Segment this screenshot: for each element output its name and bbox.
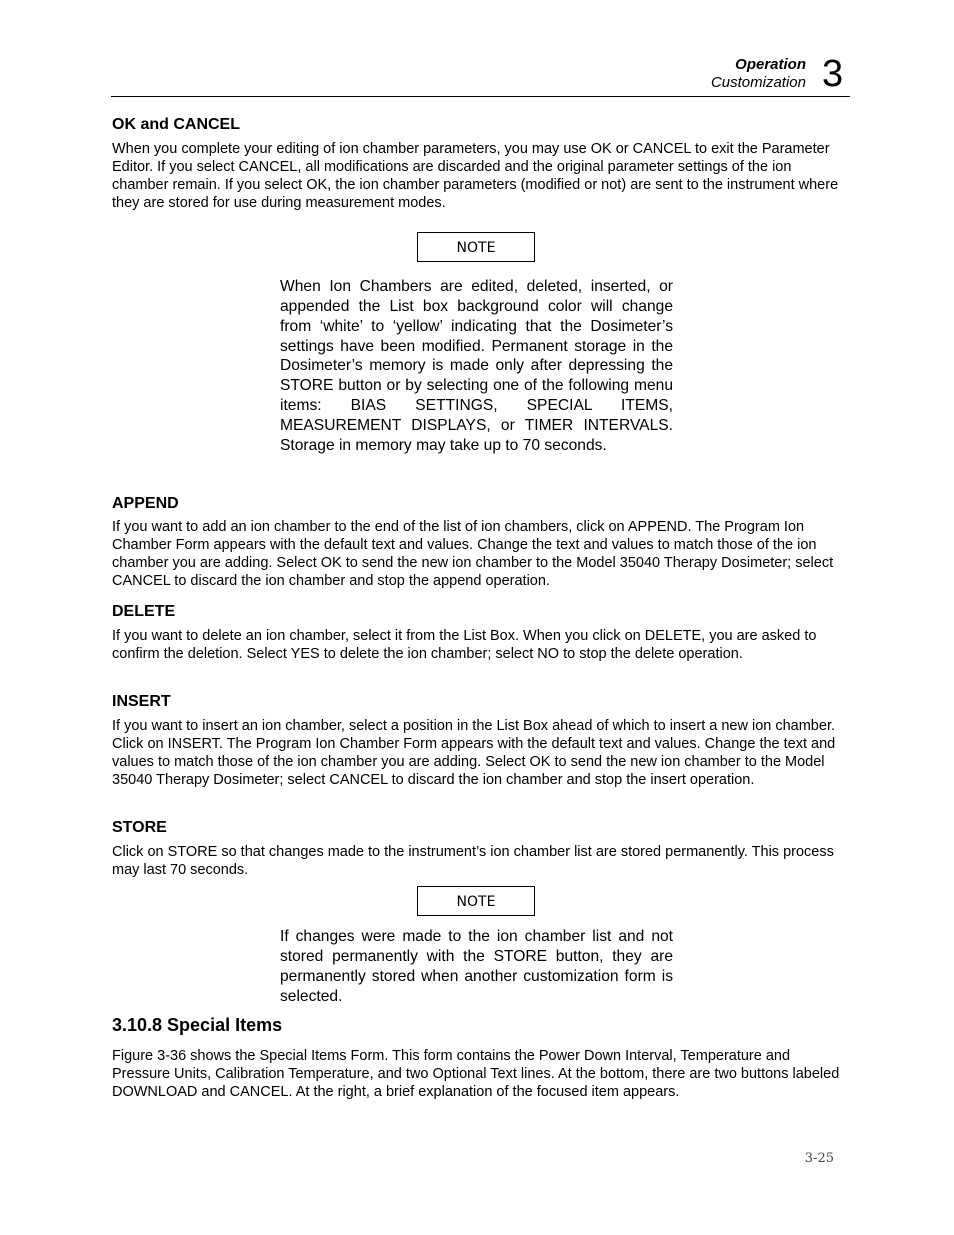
header-section-title: Customization <box>710 74 806 91</box>
heading-ok-cancel: OK and CANCEL <box>112 116 240 133</box>
paragraph-delete: If you want to delete an ion chamber, select it from the List Box. When you click on DELETE, you are asked to confirm the deletion. Select YES to delete the ion chamber; select NO to stop the delete operation. <box>112 628 817 663</box>
heading-delete: DELETE <box>112 603 176 620</box>
paragraph-append: If you want to add an ion chamber to the end of the list of ion chambers, click on APPEND. The Program Ion Chamber Form appears with the default text and values. Change the text and values to match those of the ion chamber you are adding. Select OK to send the new ion chamber to the Model 35040 Therapy Dosimeter; select CANCEL to discard the ion chamber and stop the append operation. <box>112 519 834 590</box>
heading-append: APPEND <box>112 495 179 512</box>
paragraph-special-items: Figure 3-36 shows the Special Items Form. This form contains the Power Down Interval, Temperature and Pressure Units, Calibration Temperature, and two Optional Text lines. At the bottom, there are two buttons labeled DOWNLOAD and CANCEL. At the right, a brief explanation of the focused item appears. <box>112 1048 840 1101</box>
header-chapter-number: 3 <box>822 53 844 95</box>
paragraph-ok-cancel: When you complete your editing of ion chamber parameters, you may use OK or CANCEL to exit the Parameter Editor. If you select CANCEL, all modifications are discarded and the original parameter settings of the ion chamber remain. If you select OK, the ion chamber parameters (modified or not) are sent to the instrument where they are stored for use during measurement modes. <box>112 141 839 212</box>
paragraph-insert: If you want to insert an ion chamber, select a position in the List Box ahead of which to insert a new ion chamber. Click on INSERT. The Program Ion Chamber Form appears with the default text and values. Change the text and values to match those of the ion chamber you are adding. Select OK to send the new ion chamber to the Model 35040 Therapy Dosimeter; select CANCEL to discard the ion chamber and stop the insert operation. <box>112 718 836 789</box>
note-text: When Ion Chambers are edited, deleted, inserted, or appended the List box background color will change from ‘white’ to ‘yellow’ indicating that the Dosimeter’s settings have been modified. Permanent storage in the Dosimeter’s memory is made only after depressing the STORE button or by selecting one of the following menu items: BIAS SETTINGS, SPECIAL ITEMS, MEASUREMENT DISPLAYS, or TIMER INTERVALS. Storage in memory may take up to 70 seconds. <box>280 278 673 454</box>
note-label-box: NOTE <box>417 886 535 916</box>
header-divider <box>111 96 850 97</box>
heading-special-items: 3.10.8 Special Items <box>112 1015 283 1035</box>
heading-store: STORE <box>112 819 167 836</box>
header-chapter-title: Operation <box>735 56 806 73</box>
note-text: If changes were made to the ion chamber list and not stored permanently with the STORE button, they are permanently stored when another customization form is selected. <box>280 928 673 1005</box>
heading-insert: INSERT <box>112 693 171 710</box>
paragraph-store: Click on STORE so that changes made to the instrument’s ion chamber list are stored permanently. This process may last 70 seconds. <box>112 844 834 879</box>
page-number: 3-25 <box>804 1151 834 1166</box>
note-label-box: NOTE <box>417 232 535 262</box>
